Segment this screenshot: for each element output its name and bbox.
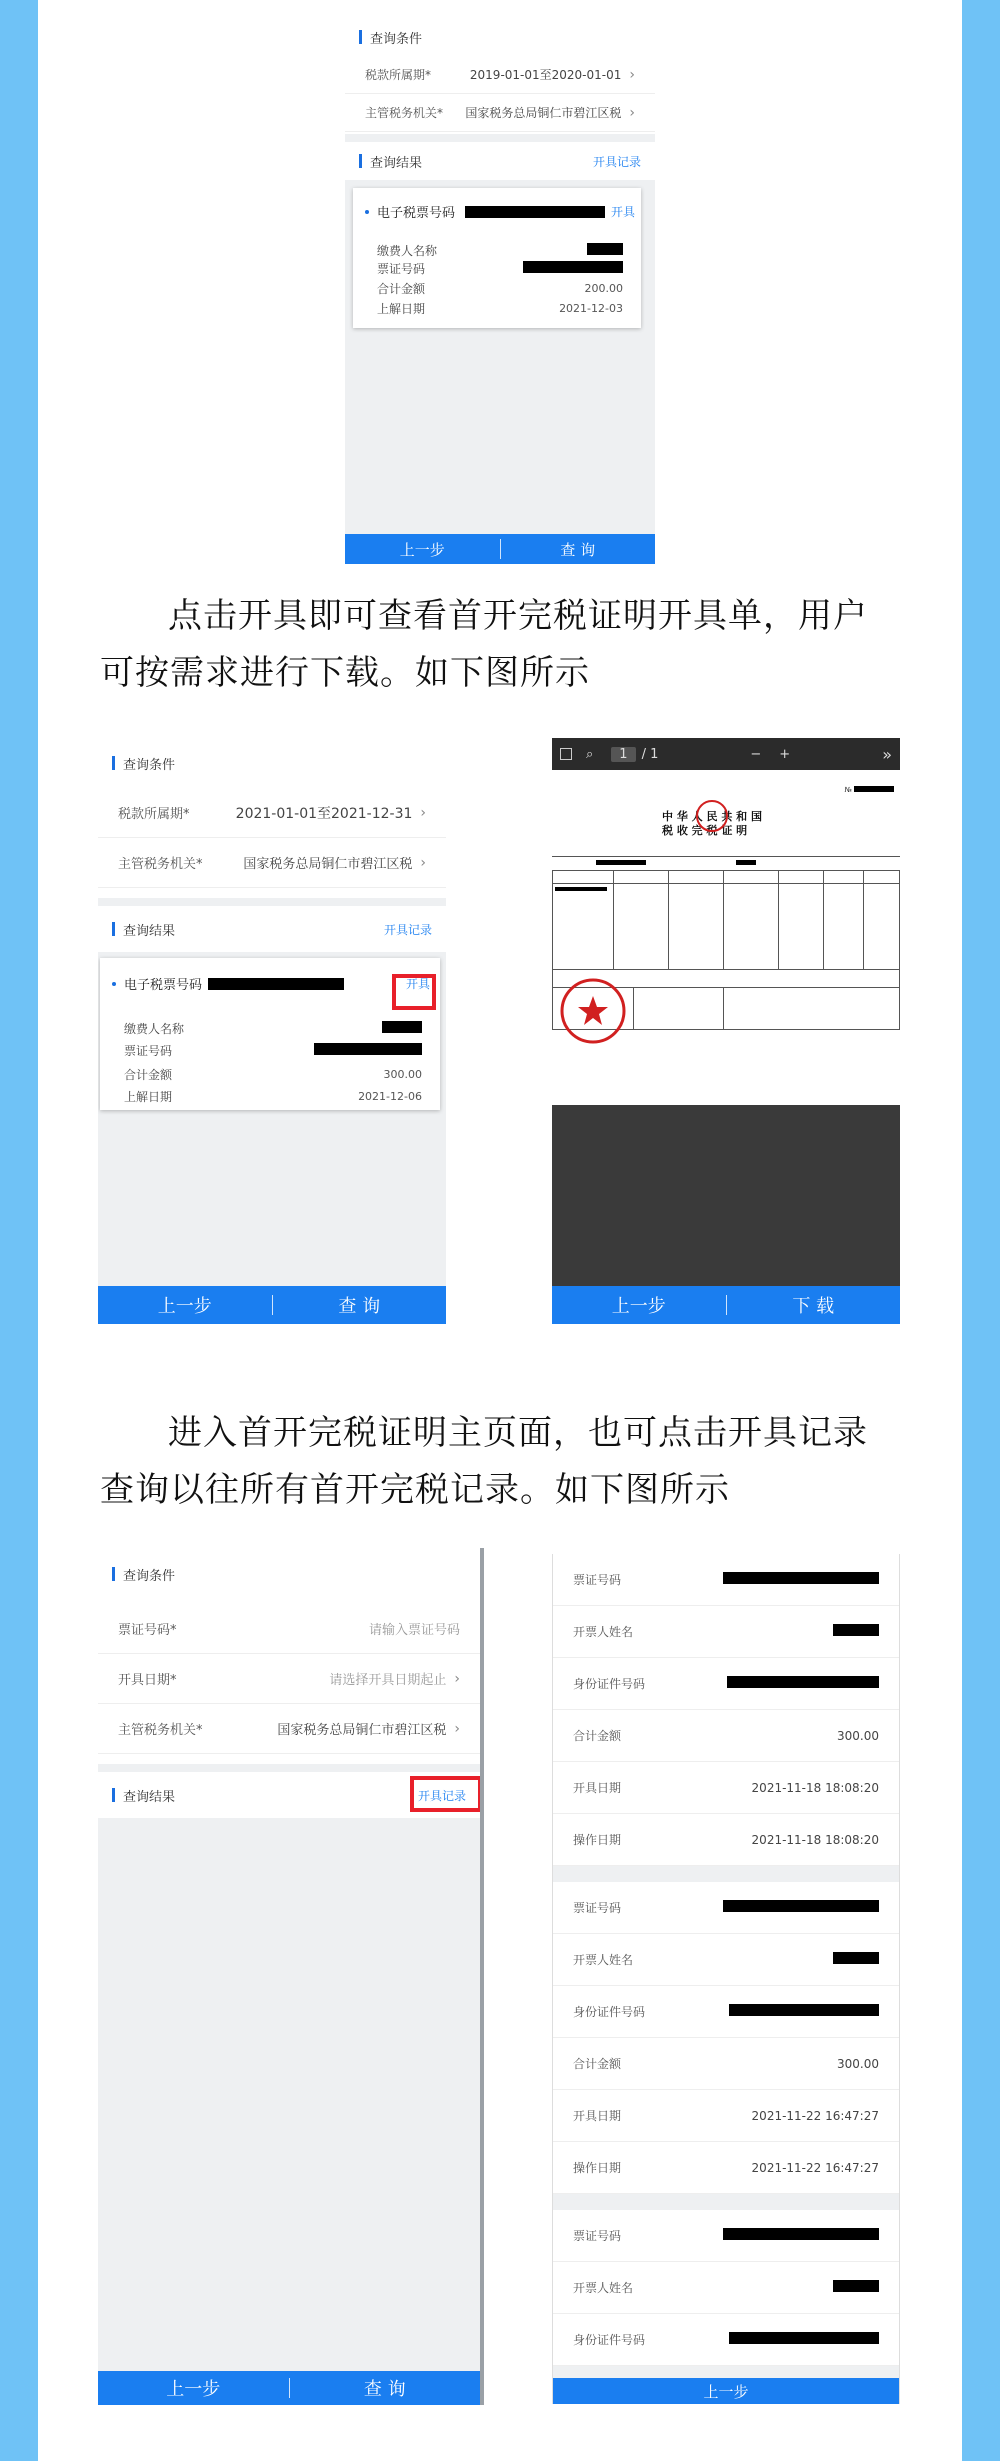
chevron-right-icon: › <box>629 66 635 83</box>
record-2-issue-date-row: 开具日期 2021-11-22 16:47:27 <box>553 2090 899 2142</box>
article-page <box>38 0 962 2461</box>
office-value: 国家税务总局铜仁市碧江区税 <box>465 106 622 120</box>
chevron-right-icon: › <box>454 1720 460 1737</box>
doc-title-line-2: 税 收 完 税 证 明 <box>662 824 748 837</box>
voucher-label: 票证号码 <box>124 1044 173 1058</box>
date-label: 上解日期 <box>377 302 426 316</box>
query-results-header <box>98 906 446 952</box>
issue-records-link[interactable]: 开具记录 <box>383 922 432 937</box>
pdf-document-page <box>552 770 900 1105</box>
query-button[interactable]: 查 询 <box>338 1296 381 1317</box>
results-background <box>98 1764 480 2405</box>
doc-detail-table <box>552 870 900 970</box>
payer-label: 缴费人名称 <box>124 1022 185 1036</box>
zoom-in-button[interactable]: + <box>779 746 791 762</box>
record-3-voucher-row: 票证号码 <box>553 2210 899 2262</box>
issue-button[interactable]: 开具 <box>610 205 635 219</box>
screenshot-query-2 <box>98 738 446 1324</box>
voucher-label: 票证号码* <box>118 1623 177 1638</box>
voucher-label: 票证号码 <box>377 262 426 276</box>
zoom-out-button[interactable]: − <box>750 746 762 762</box>
more-tools-button[interactable]: » <box>882 744 892 764</box>
query-conditions-header <box>345 18 655 56</box>
period-row[interactable] <box>345 56 655 94</box>
record-2-op-date-row: 操作日期 2021-11-22 16:47:27 <box>553 2142 899 2194</box>
section-title: 查询结果 <box>123 1789 176 1805</box>
record-3-id-row: 身份证件号码 <box>553 2314 899 2366</box>
tax-office-row[interactable] <box>345 94 655 132</box>
record-1-voucher-row: 票证号码 <box>553 1554 899 1606</box>
redacted-ticket-number <box>465 206 605 218</box>
record-2-voucher-row: 票证号码 <box>553 1882 899 1934</box>
issue-records-link[interactable]: 开具记录 <box>417 1788 466 1803</box>
record-1-op-date-row: 操作日期 2021-11-18 18:08:20 <box>553 1814 899 1866</box>
query-results-header <box>345 142 655 180</box>
search-icon[interactable]: ⌕ <box>586 746 594 762</box>
prev-step-button[interactable]: 上一步 <box>166 2379 221 2400</box>
page-indicator: / 1 <box>641 746 659 762</box>
section-title: 查询条件 <box>123 757 176 773</box>
section-title: 查询结果 <box>123 923 176 939</box>
prev-step-button[interactable]: 上一步 <box>157 1296 212 1317</box>
issue-records-link[interactable]: 开具记录 <box>592 154 641 169</box>
record-3-issuer-row: 开票人姓名 <box>553 2262 899 2314</box>
red-official-stamp <box>558 976 628 1046</box>
chevron-right-icon: › <box>420 804 426 821</box>
prev-step-button[interactable]: 上一步 <box>703 2382 749 2401</box>
total-label: 合计金额 <box>124 1068 173 1082</box>
tax-office-row[interactable] <box>98 1704 480 1754</box>
prev-step-button[interactable]: 上一步 <box>611 1296 666 1317</box>
redacted-voucher <box>523 261 623 273</box>
bottom-action-bar <box>98 2371 480 2405</box>
screenshot-issue-records <box>552 1554 900 2404</box>
screenshot-query-3 <box>98 1548 484 2405</box>
total-value: 300.00 <box>383 1068 422 1081</box>
period-value: 2021-01-01至2021-12-31 <box>235 805 413 822</box>
office-label: 主管税务机关* <box>365 106 444 120</box>
section-title: 查询条件 <box>370 31 423 47</box>
card-title: 电子税票号码 <box>124 978 203 993</box>
doc-serial: № <box>844 786 894 794</box>
page-input[interactable]: 1 <box>611 747 635 762</box>
date-label: 上解日期 <box>124 1090 173 1104</box>
voucher-input[interactable]: 请输入票证号码 <box>368 1623 460 1638</box>
record-1-id-row: 身份证件号码 <box>553 1658 899 1710</box>
date-value: 2021-12-03 <box>559 302 623 315</box>
period-row[interactable] <box>98 788 446 838</box>
tax-ticket-card <box>353 188 641 328</box>
query-conditions-header <box>98 738 446 788</box>
payer-label: 缴费人名称 <box>377 244 438 258</box>
chevron-right-icon: › <box>420 854 426 871</box>
record-1-total-row: 合计金额 300.00 <box>553 1710 899 1762</box>
office-label: 主管税务机关* <box>118 857 203 872</box>
period-value: 2019-01-01至2020-01-01 <box>469 68 622 82</box>
office-label: 主管税务机关* <box>118 1723 203 1738</box>
record-1-issuer-row: 开票人姓名 <box>553 1606 899 1658</box>
total-value: 200.00 <box>584 282 623 295</box>
office-value: 国家税务总局铜仁市碧江区税 <box>277 1723 447 1738</box>
section-title: 查询结果 <box>370 155 423 171</box>
screenshot-pdf-viewer <box>552 738 900 1324</box>
download-button[interactable]: 下 载 <box>792 1296 835 1317</box>
section-title: 查询条件 <box>123 1568 176 1584</box>
doc-title-line-1: 中 华 人 民 共 和 国 <box>662 810 762 823</box>
total-label: 合计金额 <box>377 282 426 296</box>
sidebar-toggle-icon[interactable] <box>560 748 572 760</box>
period-label: 税款所属期* <box>118 807 190 822</box>
record-2-id-row: 身份证件号码 <box>553 1986 899 2038</box>
chevron-right-icon: › <box>454 1670 460 1687</box>
screenshot-query-1 <box>345 18 655 564</box>
record-2-issuer-row: 开票人姓名 <box>553 1934 899 1986</box>
chevron-right-icon: › <box>629 104 635 121</box>
taxpayer-id-row <box>556 860 756 867</box>
bottom-action-bar <box>345 534 655 564</box>
bottom-action-bar <box>98 1286 446 1324</box>
tax-office-row[interactable] <box>98 838 446 888</box>
redacted-voucher <box>314 1043 422 1055</box>
highlight-issue-button <box>392 974 436 1010</box>
office-value: 国家税务总局铜仁市碧江区税 <box>243 857 413 872</box>
instruction-paragraph-1: 点击开具即可查看首开完税证明开具单，用户可按需求进行下载。如下图所示 <box>100 596 868 693</box>
date-label: 开具日期* <box>118 1673 177 1688</box>
instruction-paragraph-2: 进入首开完税证明主页面，也可点击开具记录查询以往所有首开完税记录。如下图所示 <box>100 1413 868 1510</box>
redacted-payer <box>587 243 623 255</box>
date-range-picker[interactable]: 请选择开具日期起止 <box>329 1673 447 1688</box>
red-seal-top <box>694 798 730 834</box>
prev-step-button[interactable]: 上一步 <box>399 540 445 559</box>
query-button[interactable]: 查 询 <box>560 540 596 559</box>
date-value: 2021-12-06 <box>358 1090 422 1103</box>
bottom-action-bar <box>553 2378 899 2404</box>
card-title: 电子税票号码 <box>377 206 456 221</box>
redacted-payer <box>382 1021 422 1033</box>
query-button[interactable]: 查 询 <box>363 2379 406 2400</box>
issue-button[interactable]: 开具 <box>405 977 430 991</box>
record-1-issue-date-row: 开具日期 2021-11-18 18:08:20 <box>553 1762 899 1814</box>
period-label: 税款所属期* <box>365 68 432 82</box>
issue-date-row[interactable] <box>98 1654 480 1704</box>
pdf-toolbar <box>552 738 900 770</box>
record-2-total-row: 合计金额 300.00 <box>553 2038 899 2090</box>
bottom-action-bar <box>552 1286 900 1324</box>
highlight-records-link <box>410 1776 482 1812</box>
redacted-ticket-number <box>208 978 344 990</box>
voucher-row[interactable] <box>98 1604 480 1654</box>
query-conditions-header <box>98 1548 480 1600</box>
tax-ticket-card <box>100 958 440 1110</box>
